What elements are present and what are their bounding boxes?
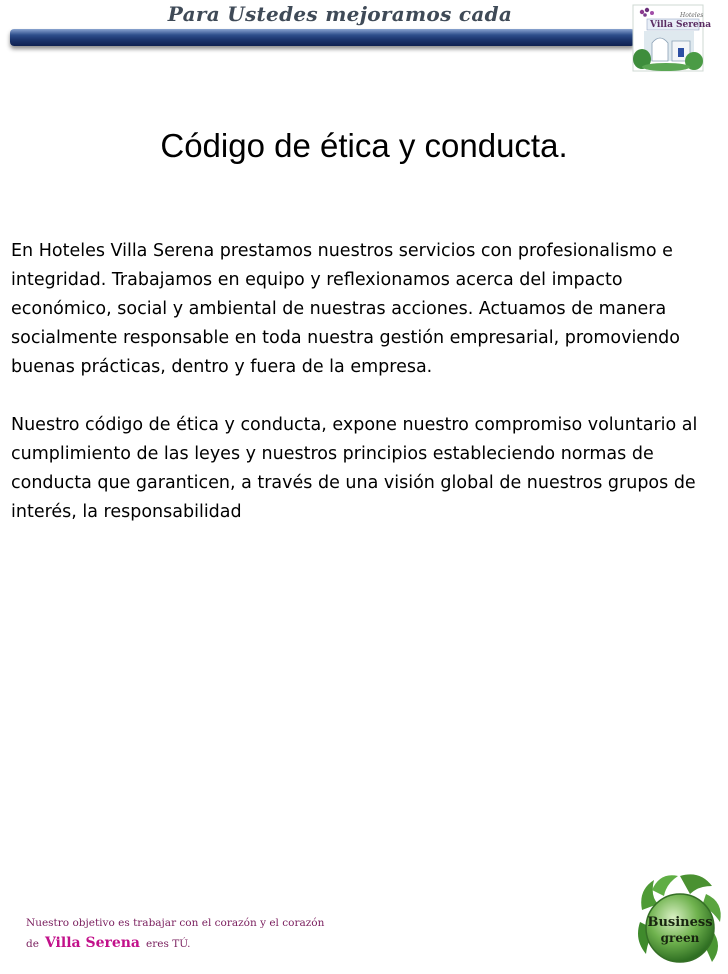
body-text: [11, 237, 727, 556]
badge-green-text: green: [660, 931, 700, 945]
header-slogan: Para Ustedes mejoramos cada: [167, 2, 513, 26]
page-title: Código de ética y conducta.: [160, 127, 568, 164]
footer-message: [26, 913, 324, 954]
header-bar: [10, 29, 635, 46]
footer-line-2: [26, 933, 324, 954]
footer-prefix: de: [26, 938, 39, 950]
badge-business-text: Business: [647, 915, 713, 930]
footer-line-1: Nuestro objetivo es trabajar con el corazón y el corazón: [26, 917, 325, 929]
logo-name-label: Villa Serena: [650, 20, 712, 30]
logo-small-label: Hoteles: [680, 12, 704, 19]
footer-brand: Villa Serena: [44, 935, 141, 951]
leaf-globe-icon: [632, 870, 726, 970]
paragraph-code: Nuestro código de ética y conducta, expone nuestro compromiso voluntario al cumplimiento de las leyes y nuestros principios estableciendo normas de conducta que garanticen, a través de una visión global de nuestros grupos de interés, la responsabilidad: [11, 415, 698, 522]
paragraph-commitment: En Hoteles Villa Serena prestamos nuestros servicios con profesionalismo e integridad. Trabajamos en equipo y reflexionamos acerca del impacto económico, social y ambiental de nuestras acciones. Actuamos de manera socialmente responsable en toda nuestra gestión empresarial, promoviendo buenas prácticas, dentro y fuera de la empresa.: [11, 241, 680, 377]
footer-suffix: eres TÚ.: [146, 938, 191, 950]
business-green-badge: [632, 870, 726, 970]
villa-serena-logo: [630, 3, 712, 73]
